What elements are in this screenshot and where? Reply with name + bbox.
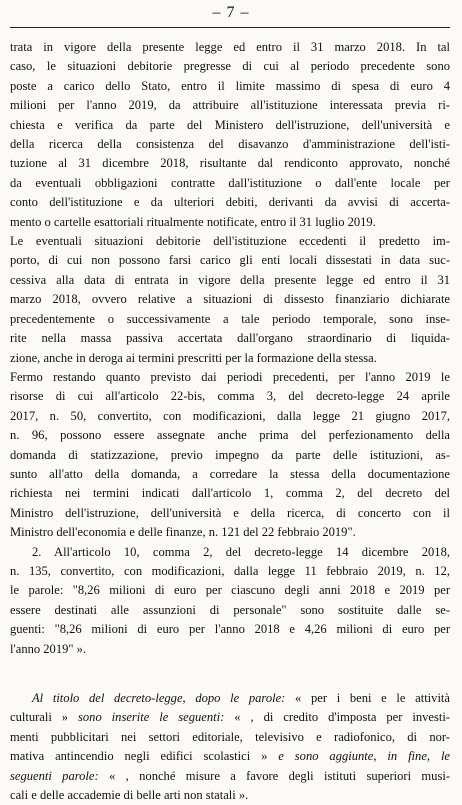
text-line: della ricerca della consistenza del disavanzo d'amministrazione dell'isti- — [10, 137, 450, 152]
text-line: 2017, n. 50, convertito, con modificazioni, dalla legge 21 giugno 2017, — [10, 408, 450, 423]
text-line: Ministro dell'economia e delle finanze, n. 121 del 22 febbraio 2019". — [10, 525, 356, 540]
text-line: 2. All'articolo 10, comma 2, del decreto-legge 14 dicembre 2018, — [32, 544, 450, 559]
roman-text: culturali » — [10, 710, 69, 725]
text-line: sunto all'atto della domanda, a corredare la stessa della documentazione — [10, 466, 450, 481]
document-body — [10, 38, 450, 805]
text-line: menti pubblicitari nei settori editoriale, televisivo e radiofonico, di nor- — [10, 729, 450, 744]
text-line: richiesta nei termini indicati dall'articolo 1, comma 2, del decreto del — [10, 486, 450, 501]
roman-text: mativa antincendio negli edifici scolastici » — [10, 749, 268, 764]
roman-text: « , nonché misure a favore degli istituti superiori musi- — [98, 768, 451, 783]
paragraph-3 — [10, 368, 450, 543]
text-line: n. 96, possono essere assegnate anche prima del perfezionamento della — [10, 428, 450, 443]
text-line — [10, 747, 450, 766]
header-rule — [10, 27, 450, 28]
page-number: – 7 – — [212, 4, 250, 21]
italic-text: Al titolo del decreto-legge, dopo le parole: — [32, 691, 286, 705]
text-line: milioni per l'anno 2019, da attribuire all'istituzione interessata previa ri- — [10, 98, 450, 113]
text-line: Ministro dell'istruzione, dell'università e della ricerca, di concerto con il — [10, 505, 450, 520]
text-line: trata in vigore della presente legge ed entro il 31 marzo 2018. In tal — [10, 40, 450, 54]
text-line — [10, 708, 450, 727]
text-line: domanda di statizzazione, previo impegno da parte delle istituzioni, as- — [10, 447, 450, 462]
text-line: cessiva alla data di entrata in vigore della presente legge ed entro il 31 — [10, 272, 450, 287]
text-line: essere destinati alle assunzioni di personale" sono sostituite dalle se- — [10, 602, 450, 617]
text-line: chiesta e verifica da parte del Ministero dell'istruzione, dell'università e — [10, 117, 450, 132]
text-line: zione, anche in deroga ai termini prescritti per la formazione della stessa. — [10, 350, 377, 365]
paragraph-gap — [10, 659, 450, 689]
roman-text: « , di credito d'imposta per investi- — [224, 710, 450, 725]
paragraph-1 — [10, 38, 450, 232]
text-line: conto dell'istituzione e da ulteriori debiti, derivanti da avvisi di accerta- — [10, 195, 450, 210]
italic-text: sono inserite le seguenti: — [68, 710, 225, 725]
text-line: le parole: "8,26 milioni di euro per ciascuno degli anni 2018 e 2019 per — [10, 583, 450, 598]
text-line: da eventuali obbligazioni contratte dall'istituzione o dall'ente locale per — [10, 175, 450, 190]
text-line: Le eventuali situazioni debitorie dell'istituzione eccedenti il predetto im- — [10, 234, 450, 249]
italic-text: e sono aggiunte, in fine, le — [267, 749, 450, 764]
paragraph-5 — [10, 689, 450, 805]
text-line: guenti: "8,26 milioni di euro per l'anno 2018 e 4,26 milioni di euro per — [10, 622, 450, 637]
text-line: cali e delle accademie di belle arti non statali ». — [10, 788, 249, 803]
text-line: risorse di cui all'articolo 22-bis, comma 3, del decreto-legge 24 aprile — [10, 389, 450, 404]
text-line: tuzione al 31 dicembre 2018, risultante dal rendiconto approvato, nonché — [10, 156, 450, 171]
text-line: precedentemente o successivamente a tale periodo temporale, sono inse- — [10, 311, 450, 326]
text-line: caso, le situazioni debitorie pregresse di cui al periodo precedente sono — [10, 59, 450, 74]
text-line: l'anno 2019" ». — [10, 641, 87, 656]
text-line: n. 135, convertito, con modificazioni, dalla legge 11 febbraio 2019, n. 12, — [10, 563, 450, 578]
text-line: poste a carico dello Stato, entro il limite massimo di spesa di euro 4 — [10, 78, 450, 93]
text-line: rite nella massa passiva accertata dall'organo straordinario di liquida- — [10, 331, 450, 346]
paragraph-4 — [10, 543, 450, 659]
text-line: mento o cartelle esattoriali ritualmente notificate, entro il 31 luglio 2019. — [10, 214, 376, 229]
italic-text: seguenti parole: — [10, 768, 99, 783]
text-line — [10, 689, 450, 708]
roman-text: « per i beni e le attività — [285, 691, 450, 705]
text-line: porto, di cui non possono farsi carico gli enti locali dissestati in data suc- — [10, 253, 450, 268]
text-line: Fermo restando quanto previsto dai periodi precedenti, per l'anno 2019 le — [10, 369, 450, 384]
paragraph-2 — [10, 232, 450, 368]
text-line — [10, 767, 450, 786]
text-line: marzo 2018, ovvero relative a situazioni di dissesto finanziario dichiarate — [10, 292, 450, 307]
